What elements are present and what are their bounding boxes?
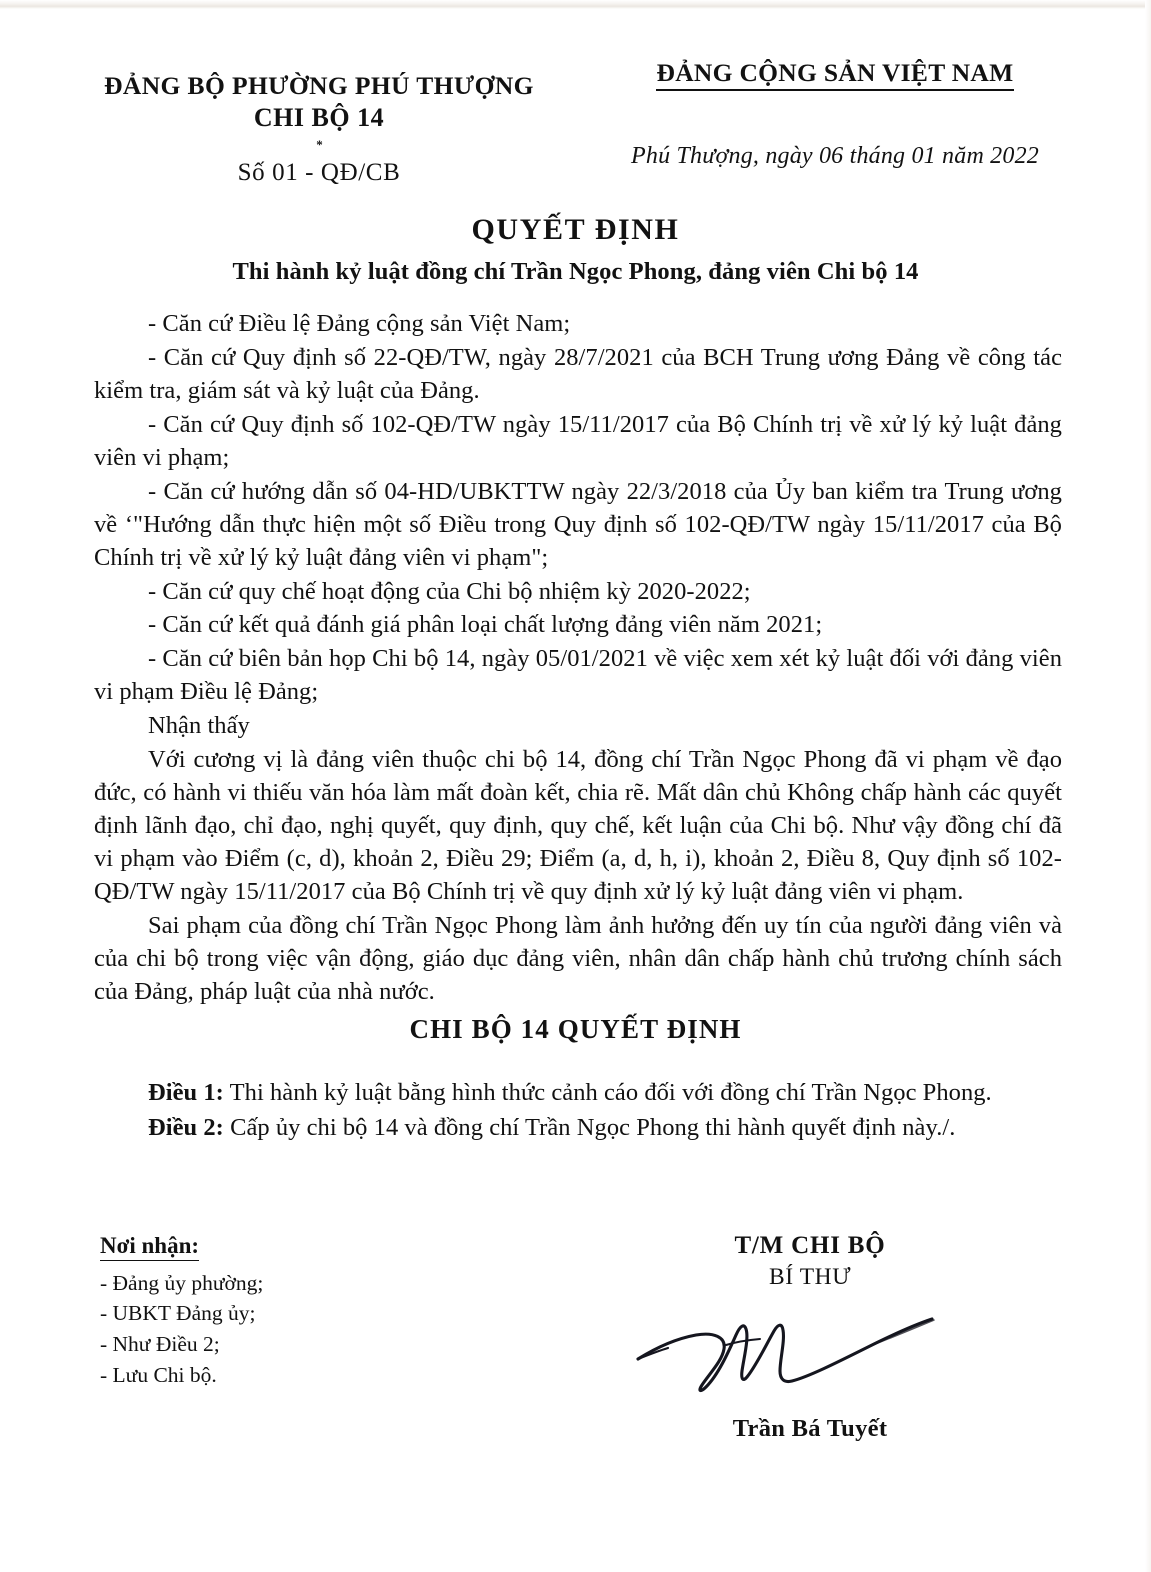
title-block [0,212,1151,288]
article-item [94,1077,1062,1110]
organization-divider-mark: * [316,137,322,153]
article-label: Điều 2: [148,1113,224,1141]
document-footer [0,1232,1151,1482]
document-subtitle: Thi hành kỷ luật đồng chí Trần Ngọc Phong, đảng viên Chi bộ 14 [232,258,919,285]
legal-basis-item: - Căn cứ kết quả đánh giá phân loại chất lượng đảng viên năm 2021; [148,611,823,639]
article-item [94,1112,1062,1145]
decision-heading: CHI BỘ 14 QUYẾT ĐỊNH [409,1014,742,1044]
finding-paragraph: Sai phạm của đồng chí Trần Ngọc Phong làm ảnh hưởng đến uy tín của người đảng viên và của chi bộ trong việc vận động, giáo dục đảng viên, nhân dân chấp hành chủ trương chính sách của Đảng, pháp luật của nhà nước. [94,911,1062,1005]
list-item: - Đảng ủy phường; [100,1270,264,1295]
finding-label: Nhận thấy [148,712,250,740]
list-item: - Lưu Chi bộ. [100,1362,217,1387]
signatory-name: Trần Bá Tuyết [732,1414,888,1442]
recipients-block [100,1232,520,1391]
finding-paragraph: Với cương vị là đảng viên thuộc chi bộ 14, đồng chí Trần Ngọc Phong đã vi phạm về đạo đức, có hành vi thiếu văn hóa làm mất đoàn kết, chia rẽ. Mất dân chủ Không chấp hành các quyết định lãnh đạo, chỉ đạo, nghị quyết, quy định, quy chế, kết luận của Chi bộ. Như vậy đồng chí đã vi phạm vào Điểm (c, d), khoản 2, Điều 29; Điểm (a, d, h, i), khoản 2, Điều 8, Quy định số 102-QĐ/TW ngày 15/11/2017 của Bộ Chính trị về quy định xử lý kỷ luật đảng viên vi phạm. [94,746,1062,905]
recipients-list [100,1268,520,1391]
legal-basis-item: - Căn cứ quy chế hoạt động của Chi bộ nhiệm kỳ 2020-2022; [148,577,751,605]
national-header-block [600,58,1070,170]
legal-basis-item: - Căn cứ Quy định số 102-QĐ/TW ngày 15/11/2017 của Bộ Chính trị về xử lý kỷ luật đảng viên vi phạm; [94,410,1062,471]
list-item: - UBKT Đảng ủy; [100,1301,256,1326]
decision-articles [94,1077,1062,1147]
article-text: Cấp ủy chi bộ 14 và đồng chí Trần Ngọc Phong thi hành quyết định này./. [223,1113,956,1141]
signature-block [560,1232,1060,1443]
document-number: Số 01 - QĐ/CB [237,159,401,187]
recipients-title: Nơi nhận: [100,1232,199,1261]
legal-basis-item: - Căn cứ hướng dẫn số 04-HD/UBKTTW ngày 22/3/2018 của Ủy ban kiểm tra Trung ương về ‘"Hướng dẫn thực hiện một số Điều trong Quy định số 102-QĐ/TW ngày 15/11/2017 của Bộ Chính trị về xử lý kỷ luật đảng viên vi phạm"; [94,477,1062,571]
article-text: Thi hành kỷ luật bằng hình thức cảnh cáo đối với đồng chí Trần Ngọc Phong. [223,1079,992,1106]
issuing-organization [84,72,554,187]
article-label: Điều 1: [148,1079,224,1106]
signatory-role: BÍ THƯ [768,1263,852,1290]
legal-basis-item: - Căn cứ Quy định số 22-QĐ/TW, ngày 28/7/2021 của BCH Trung ương Đảng về công tác kiểm tra, giám sát và kỷ luật của Đảng. [94,343,1062,404]
handwritten-signature-icon [630,1297,990,1402]
national-heading: ĐẢNG CỘNG SẢN VIỆT NAM [656,58,1013,91]
organization-line-1: ĐẢNG BỘ PHƯỜNG PHÚ THƯỢNG [104,71,534,100]
document-body [94,308,1062,1010]
signatory-organization: T/M CHI BỘ [734,1232,886,1259]
legal-basis-item: - Căn cứ biên bản họp Chi bộ 14, ngày 05/01/2021 về việc xem xét kỷ luật đối với đảng viên vi phạm Điều lệ Đảng; [94,645,1062,706]
document-header [0,58,1151,198]
legal-basis-item: - Căn cứ Điều lệ Đảng cộng sản Việt Nam; [148,310,571,337]
list-item: - Như Điều 2; [100,1332,220,1357]
organization-line-2: CHI BỘ 14 [253,102,385,132]
place-and-date: Phú Thượng, ngày 06 tháng 01 năm 2022 [631,143,1039,170]
page-title: QUYẾT ĐỊNH [471,213,680,246]
